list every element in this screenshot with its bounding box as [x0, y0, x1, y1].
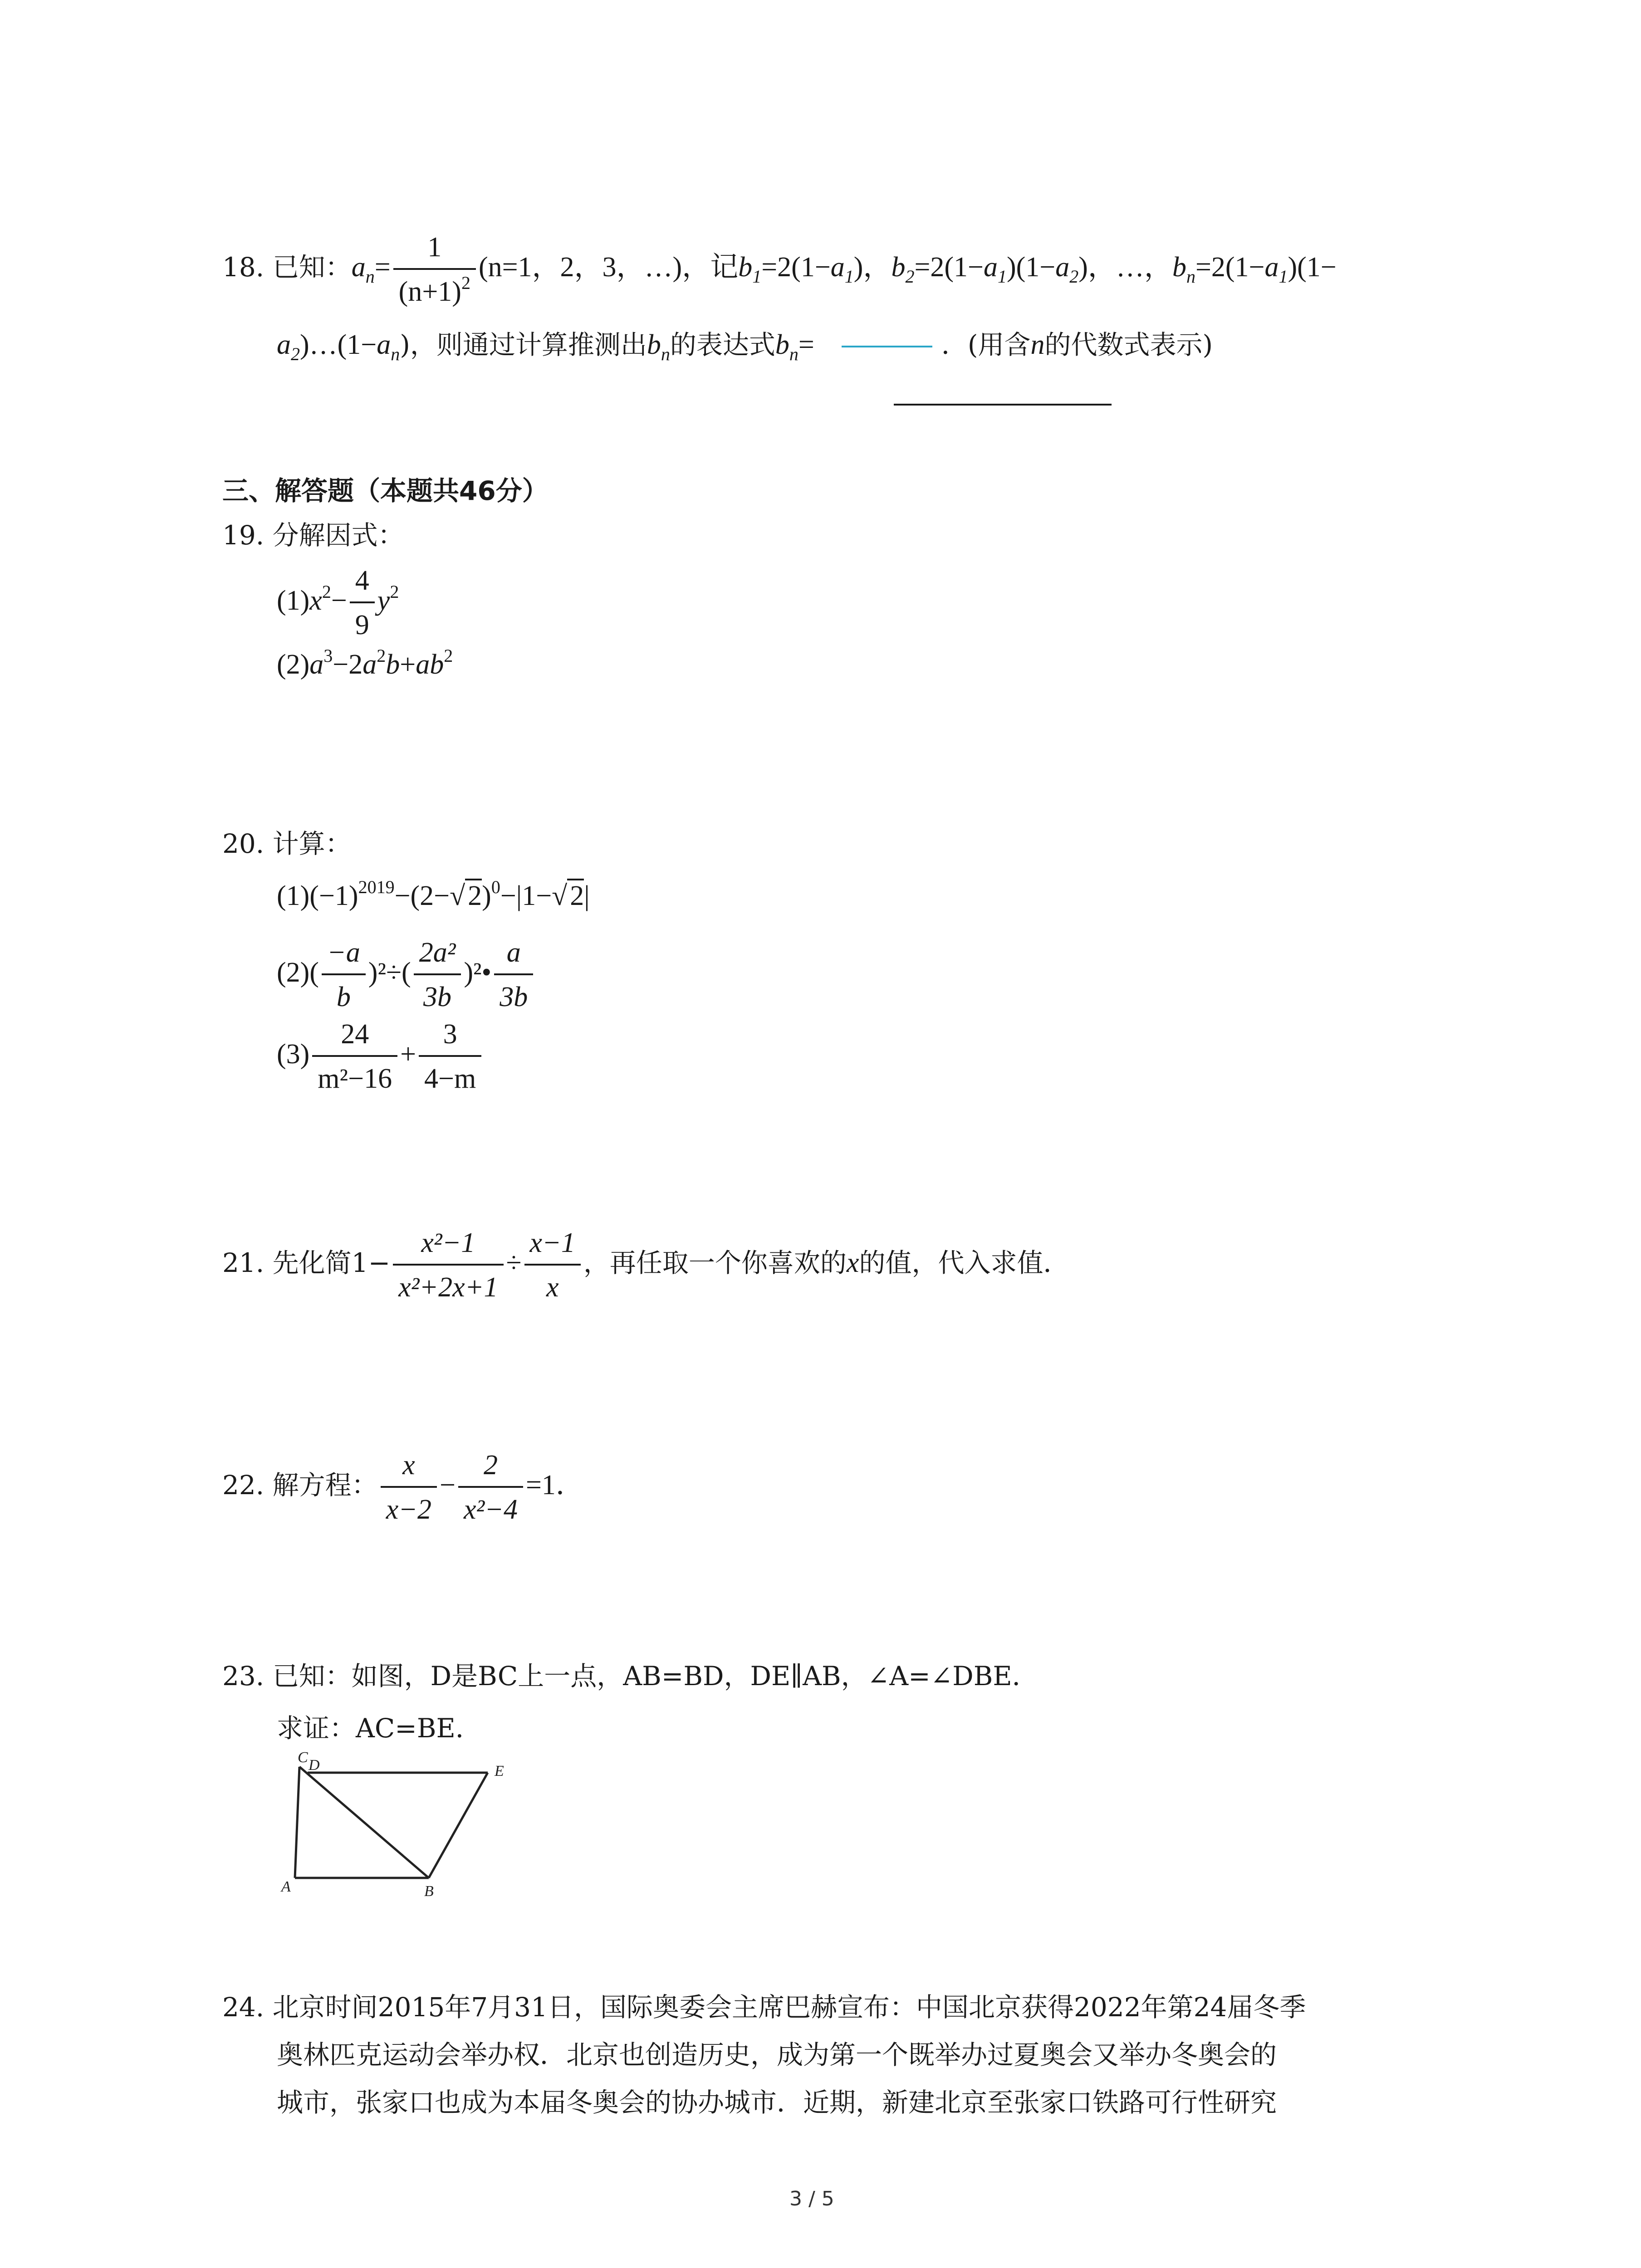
fraction-denominator	[393, 270, 476, 310]
fraction-denominator: 3b	[423, 982, 452, 1012]
exponent: 2019	[358, 877, 395, 897]
fraction-numerator: 1	[393, 229, 476, 270]
bn-c: $b_n$	[775, 329, 798, 364]
b1-expr: =2(1−	[761, 252, 831, 283]
an: $a_n$	[377, 329, 400, 364]
div: )²÷(	[368, 957, 411, 988]
sqrt-value-2: 2	[567, 879, 584, 911]
fraction-numerator: a	[494, 934, 533, 975]
fraction-2	[458, 1447, 523, 1528]
plus: +	[400, 1039, 416, 1070]
b2-end: )，…，	[1078, 252, 1172, 283]
answer-underline	[894, 404, 1112, 406]
label-b: B	[424, 1883, 434, 1900]
section-3-title: 三、解答题（本题共46分）	[222, 475, 549, 506]
fraction-numerator: 2a²	[414, 934, 461, 975]
part-label: (2)	[277, 649, 310, 680]
line-be	[429, 1773, 488, 1878]
question-18-line2	[277, 327, 1213, 363]
abs-start: −|1−	[500, 880, 552, 911]
expr-a: −2	[333, 649, 363, 680]
fraction-numerator: −a	[322, 934, 366, 975]
question-19-part2	[277, 646, 453, 683]
line2-mid: )，则通过计算推测出	[400, 329, 647, 360]
fraction-4-9	[350, 562, 375, 643]
a-cube: $a^3$	[309, 645, 333, 680]
ab-sq: $ab^2$	[416, 645, 453, 680]
question-20-part3	[277, 1016, 484, 1097]
y-sq: $y^2$	[377, 582, 399, 616]
start: 21. 先化简1−	[222, 1247, 391, 1279]
fraction-c	[494, 934, 533, 1015]
fraction-3	[419, 1016, 481, 1097]
question-19-title: 19. 分解因式：	[222, 520, 404, 551]
part-label: (3)	[277, 1039, 310, 1070]
fraction-denominator: 3b	[500, 982, 528, 1012]
sqrt-icon-2: √	[552, 880, 568, 911]
zero-exp: 0	[491, 877, 500, 897]
question-20-part2	[277, 934, 536, 1015]
line2-start: )…(1−	[300, 329, 377, 360]
b2-expr: =2(1−	[914, 252, 984, 283]
answer-blank[interactable]	[842, 346, 932, 347]
intro-text: 已知：	[272, 252, 352, 283]
question-24-line1: 24. 北京时间2015年7月31日，国际奥委会主席巴赫宣布：中国北京获得2022年第24届冬季	[222, 1992, 1306, 2023]
question-18-line1	[222, 229, 1337, 310]
figure-lines	[295, 1767, 488, 1878]
question-20-part1	[277, 878, 590, 914]
fraction-y	[524, 1225, 581, 1305]
label-c: C	[298, 1751, 308, 1766]
line-cb	[299, 1767, 429, 1878]
fraction-18	[393, 229, 476, 310]
expr-b: +	[400, 649, 416, 680]
part-label: (1)	[277, 585, 310, 616]
den-exp: 2	[461, 273, 470, 293]
fraction-a	[322, 934, 366, 1015]
geometry-figure	[272, 1751, 526, 1905]
fraction-numerator: x−1	[524, 1225, 581, 1266]
fraction-numerator: 2	[458, 1447, 523, 1488]
fraction-denominator: m²−16	[318, 1063, 392, 1094]
question-24-line2: 奥林匹克运动会举办权．北京也创造历史，成为第一个既举办过夏奥会又举办冬奥会的	[277, 2039, 1277, 2070]
abs-end: |	[584, 880, 590, 911]
fraction-denominator: x²+2x+1	[398, 1272, 498, 1303]
bn: $b_n$	[1172, 252, 1195, 287]
fraction-denominator: b	[336, 982, 351, 1012]
part-label: (2)(	[277, 957, 319, 988]
minus: −	[331, 585, 347, 616]
question-21	[222, 1225, 1069, 1305]
minus: −	[440, 1470, 456, 1501]
line-ca	[295, 1767, 299, 1878]
a2: $a_2$	[1055, 252, 1079, 287]
line2-mid2: 的表达式	[670, 329, 775, 360]
label-d: D	[309, 1757, 320, 1774]
part-label: (1)(−1)	[277, 880, 358, 911]
fraction-numerator: x²−1	[393, 1225, 503, 1266]
b2-mid: )(1−	[1007, 252, 1056, 283]
fraction-x-2	[381, 1447, 437, 1528]
a1-c: $a_1$	[1264, 252, 1288, 287]
end2: 的值，代入求值．	[859, 1247, 1070, 1279]
label-e: E	[495, 1763, 504, 1779]
fraction-numerator: 4	[350, 562, 375, 603]
fraction-denominator: x²−4	[464, 1494, 518, 1525]
bn-end: )(1−	[1288, 252, 1337, 283]
question-19-part1	[277, 562, 399, 643]
end: ，再任取一个你喜欢的	[583, 1247, 847, 1279]
a1-b: $a_1$	[984, 252, 1007, 287]
label-a: A	[281, 1878, 291, 1895]
line2-eq: =	[798, 329, 814, 360]
a-n: $a_n$	[351, 252, 375, 287]
fraction-24	[312, 1016, 397, 1097]
equals-sign: =	[374, 252, 391, 283]
fraction-x	[393, 1225, 503, 1305]
bn-b: $b_n$	[647, 329, 670, 364]
x-var: x	[846, 1247, 859, 1279]
x-sq: $x^2$	[309, 582, 331, 616]
sqrt-icon: √	[450, 880, 465, 911]
bn-expr: =2(1−	[1195, 252, 1265, 283]
dot: )²•	[464, 957, 492, 988]
question-22	[222, 1447, 584, 1528]
b2: $b_2$	[891, 252, 915, 287]
den-text: (n+1)	[398, 276, 461, 307]
end: =1．	[525, 1470, 584, 1501]
fraction-denominator: 9	[355, 610, 369, 640]
a-sq-b: $a^2b$	[362, 645, 400, 680]
line2-end: ．(用含	[941, 329, 1031, 360]
b1: $b_1$	[738, 252, 762, 287]
question-23-line2: 求证：AC=BE．	[277, 1713, 482, 1744]
fraction-denominator: x−2	[386, 1494, 432, 1525]
div: ÷	[506, 1247, 522, 1279]
question-23-line1: 23. 已知：如图，D是BC上一点，AB=BD，DE∥AB，∠A=∠DBE．	[222, 1661, 1038, 1691]
a2-b: $a_2$	[277, 329, 300, 364]
fraction-denominator: 4−m	[424, 1063, 476, 1094]
fraction-numerator: 3	[419, 1016, 481, 1057]
mid: −(2−	[394, 880, 450, 911]
sqrt-value: 2	[465, 879, 482, 911]
a1: $a_1$	[830, 252, 854, 287]
page-number: 3 / 5	[789, 2187, 834, 2210]
fraction-numerator: 24	[312, 1016, 397, 1057]
fraction-numerator: x	[381, 1447, 437, 1488]
question-24-line3: 城市，张家口也成为本届冬奥会的协办城市．近期，新建北京至张家口铁路可行性研究	[277, 2087, 1277, 2118]
question-20-title: 20. 计算：	[222, 828, 352, 859]
b1-end: )，	[853, 252, 892, 283]
question-number: 18.	[222, 252, 273, 283]
fraction-b	[414, 934, 461, 1015]
fraction-denominator: x	[546, 1272, 559, 1303]
line2-tail: 的代数式表示)	[1044, 329, 1213, 360]
start: 22. 解方程：	[222, 1470, 378, 1501]
paren-close: )	[482, 880, 491, 911]
n-var: n	[1030, 329, 1045, 360]
range-text: (n=1，2，3，…)，记	[478, 252, 739, 283]
